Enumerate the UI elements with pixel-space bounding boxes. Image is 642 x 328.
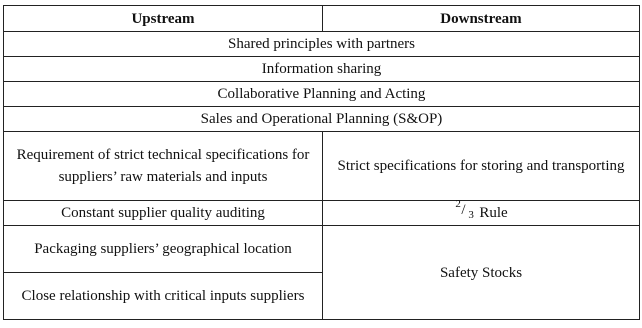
upstream-auditing-cell: Constant supplier quality auditing bbox=[4, 201, 323, 226]
rule-label: Rule bbox=[479, 205, 508, 221]
collaborative-planning-cell: Collaborative Planning and Acting bbox=[4, 82, 640, 107]
downstream-specifications-cell: Strict specifications for storing and transporting bbox=[323, 132, 640, 201]
supply-chain-practices-table bbox=[3, 5, 640, 320]
safety-stocks-cell: Safety Stocks bbox=[323, 226, 640, 320]
two-thirds-fraction bbox=[454, 198, 476, 221]
two-thirds-rule-cell bbox=[323, 198, 640, 226]
fraction-slash: / bbox=[461, 202, 466, 218]
table-row bbox=[4, 201, 640, 226]
header-upstream: Upstream bbox=[4, 6, 323, 32]
information-sharing-cell: Information sharing bbox=[4, 57, 640, 82]
fraction-denominator: 3 bbox=[468, 209, 474, 221]
header-row bbox=[4, 6, 640, 32]
table-row bbox=[4, 82, 640, 107]
upstream-relationship-cell: Close relationship with critical inputs suppliers bbox=[4, 273, 323, 320]
table-row bbox=[4, 57, 640, 82]
table-row bbox=[4, 107, 640, 132]
fraction-numerator: 2 bbox=[455, 198, 461, 210]
table-row bbox=[4, 132, 640, 201]
table-row bbox=[4, 226, 640, 273]
upstream-packaging-cell: Packaging suppliers’ geographical location bbox=[4, 226, 323, 273]
upstream-specifications-cell: Requirement of strict technical specifications for suppliers’ raw materials and inputs bbox=[4, 132, 323, 201]
sop-cell: Sales and Operational Planning (S&OP) bbox=[4, 107, 640, 132]
table-row bbox=[4, 32, 640, 57]
shared-principles-cell: Shared principles with partners bbox=[4, 32, 640, 57]
header-downstream: Downstream bbox=[323, 6, 640, 32]
